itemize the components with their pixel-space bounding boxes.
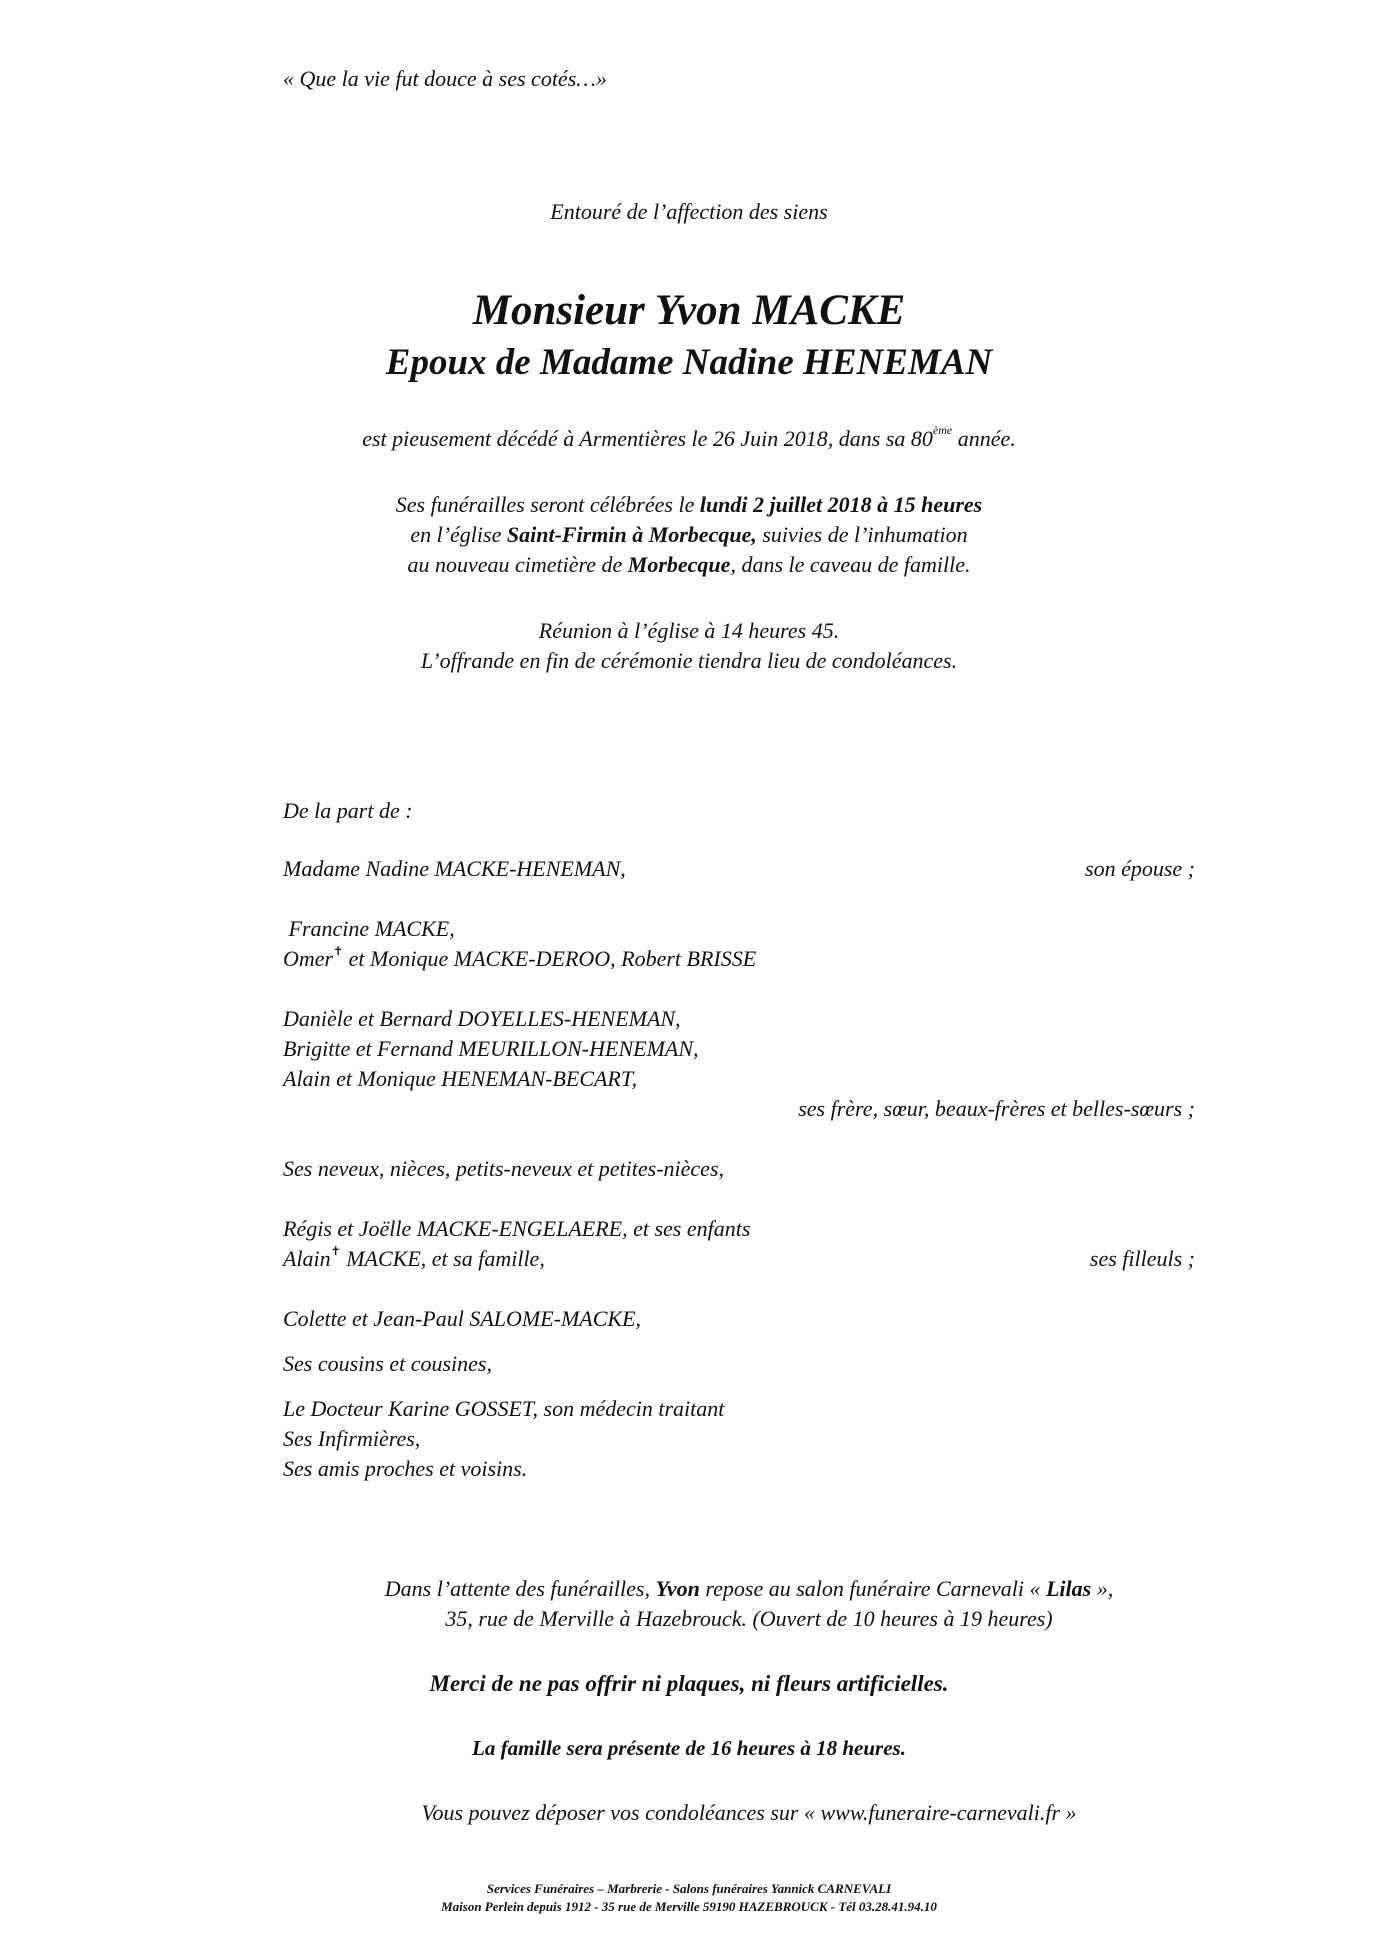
sibling-line-1: Francine MACKE,	[283, 916, 455, 941]
funeral-line-2: en l’église Saint-Firmin à Morbecque, suivies de l’inhumation	[410, 522, 968, 547]
no-flowers-notice: Merci de ne pas offrir ni plaques, ni fleurs artificielles.	[429, 1671, 949, 1696]
rest-line-2: 35, rue de Merville à Hazebrouck. (Ouvert de 10 heures à 19 heures)	[445, 1606, 1053, 1631]
rest-line-1: Dans l’attente des funérailles, Yvon repose au salon funéraire Carnevali « Lilas »,	[384, 1576, 1114, 1601]
deceased-cross-icon: ✝	[333, 944, 344, 958]
death-notice: est pieusement décédé à Armentières le 26 Juin 2018, dans sa 80ème année.	[362, 423, 1016, 451]
funeral-line-3: au nouveau cimetière de Morbecque, dans le caveau de famille.	[407, 552, 971, 577]
nurses-line: Ses Infirmières,	[283, 1426, 421, 1451]
doctor-line: Le Docteur Karine GOSSET, son médecin traitant	[283, 1396, 725, 1421]
colette-line: Colette et Jean-Paul SALOME-MACKE,	[283, 1306, 642, 1331]
footer-line-2: Maison Perlein depuis 1912 - 35 rue de Merville 59190 HAZEBROUCK - Tél 03.28.41.94.10	[441, 1899, 937, 1914]
inlaw-line-1: Danièle et Bernard DOYELLES-HENEMAN,	[283, 1006, 681, 1031]
footer-line-1: Services Funéraires – Marbrerie - Salons funéraires Yannick CARNEVALI	[486, 1881, 892, 1896]
condolences-line: Vous pouvez déposer vos condoléances sur « www.funeraire-carnevali.fr »	[421, 1800, 1077, 1825]
funeral-line-1: Ses funérailles seront célébrées le lundi 2 juillet 2018 à 15 heures	[395, 492, 983, 517]
sibling-line-2: Omer✝ et Monique MACKE-DEROO, Robert BRISSE	[283, 944, 757, 971]
inlaw-line-3: Alain et Monique HENEMAN-BECART,	[283, 1066, 637, 1091]
intro-line: Entouré de l’affection des siens	[550, 199, 828, 224]
family-intro: De la part de :	[283, 798, 413, 823]
spouse-line: Epoux de Madame Nadine HENEMAN	[385, 342, 993, 383]
epigraph: « Que la vie fut douce à ses cotés…»	[283, 66, 607, 91]
nephews-line: Ses neveux, nièces, petits-neveux et petites-nièces,	[283, 1156, 724, 1181]
deceased-cross-icon: ✝	[330, 1244, 341, 1258]
godchild-relation: ses filleuls ;	[1089, 1246, 1195, 1271]
spouse-relation: son épouse ;	[1085, 856, 1195, 881]
godchild-line-1: Régis et Joëlle MACKE-ENGELAERE, et ses enfants	[283, 1216, 751, 1241]
friends-line: Ses amis proches et voisins.	[283, 1456, 528, 1481]
inlaw-line-2: Brigitte et Fernand MEURILLON-HENEMAN,	[283, 1036, 699, 1061]
cousins-line: Ses cousins et cousines,	[283, 1351, 492, 1376]
spouse-name: Madame Nadine MACKE-HENEMAN,	[283, 856, 626, 881]
godchild-line-2: Alain✝ MACKE, et sa famille,	[283, 1244, 545, 1271]
inlaw-relation: ses frère, sœur, beaux-frères et belles-sœurs ;	[798, 1096, 1195, 1121]
deceased-name: Monsieur Yvon MACKE	[472, 287, 906, 334]
meeting-line-1: Réunion à l’église à 14 heures 45.	[538, 618, 840, 643]
meeting-line-2: L’offrande en fin de cérémonie tiendra lieu de condoléances.	[420, 648, 958, 673]
family-present-notice: La famille sera présente de 16 heures à 18 heures.	[472, 1736, 906, 1760]
